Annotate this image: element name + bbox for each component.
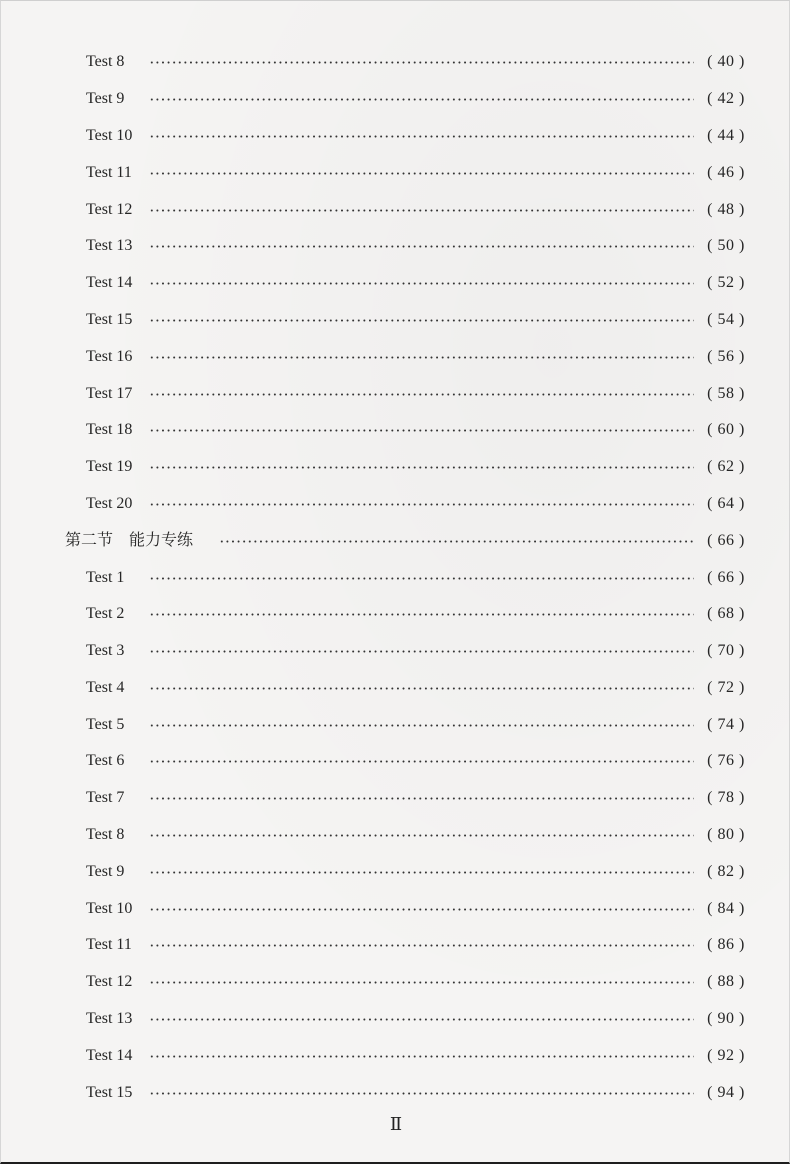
toc-page-number: ( 48 ): [707, 201, 745, 218]
toc-entry[interactable]: [1, 233, 790, 259]
toc-page-number: ( 68 ): [707, 605, 745, 622]
dot-leader: [149, 687, 694, 690]
toc-entry-title: Test 8: [86, 53, 125, 70]
toc-entry-title: Test 18: [86, 421, 133, 438]
dot-leader: [149, 724, 694, 727]
toc-entry[interactable]: [1, 270, 790, 296]
toc-page-number: ( 72 ): [707, 679, 745, 696]
dot-leader: [149, 1055, 694, 1058]
toc-entry-title: Test 10: [86, 127, 133, 144]
toc-entry[interactable]: [1, 86, 790, 112]
dot-leader: [149, 981, 694, 984]
toc-entry-title: Test 13: [86, 1010, 133, 1027]
toc-entry[interactable]: [1, 969, 790, 995]
toc-entry[interactable]: [1, 491, 790, 517]
toc-page-number: ( 50 ): [707, 237, 745, 254]
dot-leader: [149, 356, 694, 359]
toc-page-number: ( 52 ): [707, 274, 745, 291]
toc-entry-title: Test 7: [86, 789, 125, 806]
toc-entry[interactable]: [1, 307, 790, 333]
toc-entry-title: Test 1: [86, 569, 125, 586]
toc-entry-title: Test 12: [86, 973, 133, 990]
toc-entry-title: Test 5: [86, 716, 125, 733]
toc-entry[interactable]: [1, 712, 790, 738]
toc-entry-title: Test 14: [86, 1047, 133, 1064]
dot-leader: [149, 61, 694, 64]
dot-leader: [149, 760, 694, 763]
toc-entry[interactable]: [1, 344, 790, 370]
toc-entry[interactable]: [1, 1006, 790, 1032]
dot-leader: [149, 797, 694, 800]
toc-entry-title: Test 9: [86, 90, 125, 107]
toc-entry[interactable]: [1, 785, 790, 811]
dot-leader: [149, 393, 694, 396]
dot-leader: [149, 98, 694, 101]
toc-page-number: ( 46 ): [707, 164, 745, 181]
page-folio: Ⅱ: [389, 1114, 403, 1134]
dot-leader: [149, 172, 694, 175]
toc-entry[interactable]: [1, 565, 790, 591]
toc-entry-title: Test 12: [86, 201, 133, 218]
toc-page-number: ( 80 ): [707, 826, 745, 843]
toc-page-number: ( 58 ): [707, 385, 745, 402]
toc-page-number: ( 86 ): [707, 936, 745, 953]
dot-leader: [149, 319, 694, 322]
toc-entry[interactable]: [1, 675, 790, 701]
toc-entry-title: Test 8: [86, 826, 125, 843]
dot-leader: [149, 1018, 694, 1021]
toc-page-number: ( 90 ): [707, 1010, 745, 1027]
toc-entry[interactable]: [1, 859, 790, 885]
toc-page-number: ( 64 ): [707, 495, 745, 512]
toc-entry[interactable]: [1, 454, 790, 480]
dot-leader: [149, 282, 694, 285]
toc-entry[interactable]: [1, 381, 790, 407]
toc-entry-title: Test 11: [86, 936, 132, 953]
toc-entry-title: Test 3: [86, 642, 125, 659]
dot-leader: [149, 871, 694, 874]
toc-entry-title: Test 4: [86, 679, 125, 696]
toc-page-number: ( 70 ): [707, 642, 745, 659]
toc-section-title: 第二节 能力专练: [65, 532, 194, 549]
toc-page-number: ( 92 ): [707, 1047, 745, 1064]
toc-entry[interactable]: [1, 160, 790, 186]
toc-entry-title: Test 16: [86, 348, 133, 365]
dot-leader: [149, 577, 694, 580]
dot-leader: [149, 1092, 694, 1095]
toc-page-number: ( 76 ): [707, 752, 745, 769]
toc-entry[interactable]: [1, 822, 790, 848]
dot-leader: [149, 429, 694, 432]
toc-entry[interactable]: [1, 1043, 790, 1069]
toc-page-number: ( 94 ): [707, 1084, 745, 1101]
toc-page-number: ( 78 ): [707, 789, 745, 806]
dot-leader: [149, 245, 694, 248]
toc-entry-title: Test 13: [86, 237, 133, 254]
toc-page-number: ( 62 ): [707, 458, 745, 475]
toc-entry-title: Test 2: [86, 605, 125, 622]
toc-entry[interactable]: [1, 601, 790, 627]
toc-entry-title: Test 11: [86, 164, 132, 181]
toc-entry[interactable]: [1, 123, 790, 149]
toc-entry-title: Test 15: [86, 1084, 133, 1101]
dot-leader: [149, 503, 694, 506]
toc-entry-title: Test 10: [86, 900, 133, 917]
toc-entry-title: Test 20: [86, 495, 133, 512]
toc-page-number: ( 66 ): [707, 532, 745, 549]
dot-leader: [219, 540, 694, 543]
toc-entry[interactable]: [1, 896, 790, 922]
dot-leader: [149, 466, 694, 469]
dot-leader: [149, 834, 694, 837]
toc-entry[interactable]: [1, 197, 790, 223]
dot-leader: [149, 135, 694, 138]
dot-leader: [149, 908, 694, 911]
dot-leader: [149, 944, 694, 947]
toc-entry[interactable]: [1, 932, 790, 958]
toc-entry[interactable]: [1, 49, 790, 75]
toc-entry-title: Test 19: [86, 458, 133, 475]
toc-page-number: ( 44 ): [707, 127, 745, 144]
toc-entry-title: Test 6: [86, 752, 125, 769]
toc-page-number: ( 60 ): [707, 421, 745, 438]
toc-page-number: ( 82 ): [707, 863, 745, 880]
dot-leader: [149, 613, 694, 616]
toc-page-number: ( 42 ): [707, 90, 745, 107]
dot-leader: [149, 650, 694, 653]
toc-section-heading[interactable]: [1, 528, 790, 554]
toc-page-number: ( 88 ): [707, 973, 745, 990]
toc-entry-title: Test 17: [86, 385, 133, 402]
toc-entry-title: Test 15: [86, 311, 133, 328]
toc-page-number: ( 54 ): [707, 311, 745, 328]
toc-entry[interactable]: [1, 1080, 790, 1106]
toc-entry-title: Test 14: [86, 274, 133, 291]
toc-page-number: ( 40 ): [707, 53, 745, 70]
toc-page-number: ( 74 ): [707, 716, 745, 733]
toc-entry-title: Test 9: [86, 863, 125, 880]
dot-leader: [149, 209, 694, 212]
toc-entry[interactable]: [1, 638, 790, 664]
toc-page-number: ( 84 ): [707, 900, 745, 917]
toc-entry[interactable]: [1, 748, 790, 774]
toc-page-number: ( 66 ): [707, 569, 745, 586]
toc-entry[interactable]: [1, 417, 790, 443]
toc-page-number: ( 56 ): [707, 348, 745, 365]
